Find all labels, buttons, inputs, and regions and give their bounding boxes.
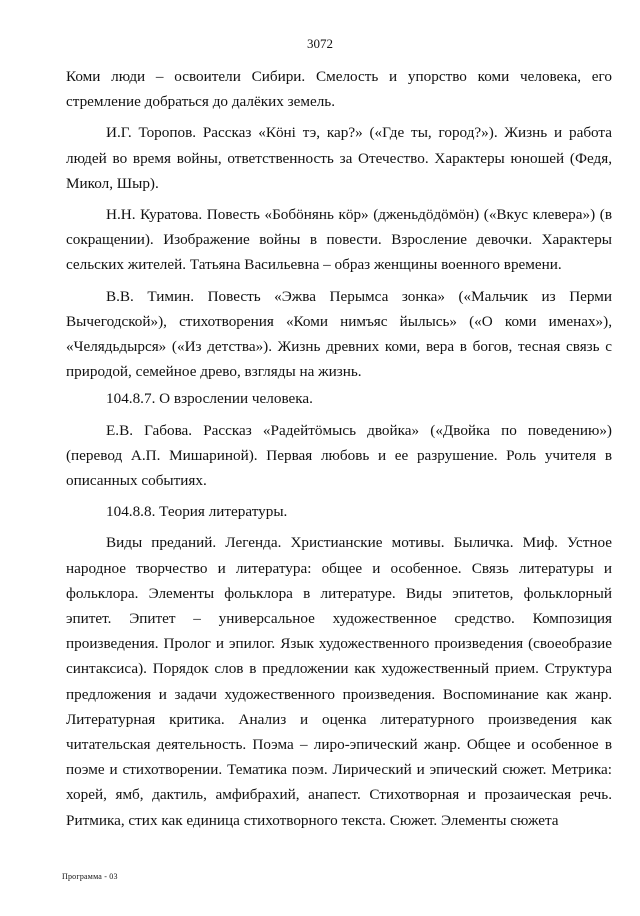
paragraph-gabova: Е.В. Габова. Рассказ «Радейтöмысь двойка» («Двойка по поведению») (перевод А.П. Мишариной). Первая любовь и ее разрушение. Роль учителя в описанных событиях. (66, 421, 612, 490)
section-heading-104-8-8: 104.8.8. Теория литературы. (106, 503, 288, 521)
footer-program-label: Программа - 03 (62, 872, 118, 881)
paragraph-literary-theory: Виды преданий. Легенда. Христианские мотивы. Быличка. Миф. Устное народное творчество и литература: общее и особенное. Связь литературы и фольклора. Элементы фольклора в литературе. Виды эпитетов, фольклорный эпитет. Эпитет – универсальное художественное средство. Композиция произведения. Пролог и эпилог. Язык художественного произведения (своеобразие синтаксиса). Порядок слов в предложении как художественный прием. Структура предложения и задачи художественного произведения. Воспоминание как жанр. Литературная критика. Анализ и оценка литературного произведения как читательская деятельность. Поэма – лиро-эпический жанр. Общее и особенное в поэме и стихотворении. Тематика поэм. Лирический и эпический сюжет. Метрика: хорей, ямб, дактиль, амфибрахий, анапест. Стихотворная и прозаическая речь. Ритмика, стих как единица стихотворного текста. Сюжет. Элементы сюжета (66, 534, 612, 829)
page-number: 3072 (307, 36, 333, 51)
section-heading-104-8-7: 104.8.7. О взрослении человека. (106, 390, 313, 408)
document-body (66, 64, 612, 835)
paragraph-kuratova: Н.Н. Куратова. Повесть «Бобöнянь кöр» (дженьдöдöмöн) («Вкус клевера») (в сокращении). Изображение войны в повести. Взросление девочки. Характеры сельских жителей. Татьяна Васильевна – образ женщины военного времени. (66, 206, 612, 274)
paragraph-timin: В.В. Тимин. Повесть «Эжва Перымса зонка» («Мальчик из Перми Вычегодской»), стихотворения «Коми нимъяс йылысь» («О коми именах»), «Челядьдырся» («Из детства»). Жизнь древних коми, вера в богов, тесная связь с природой, семейное древо, взгляды на жизнь. (66, 287, 612, 381)
paragraph-komi-people: Коми люди – освоители Сибири. Смелость и упорство коми человека, его стремление добраться до далёких земель. (66, 68, 612, 111)
paragraph-toropov: И.Г. Торопов. Рассказ «Кöні тэ, кар?» («Где ты, город?»). Жизнь и работа людей во время войны, ответственность за Отечество. Характеры юношей (Федя, Микол, Шыр). (66, 124, 612, 192)
